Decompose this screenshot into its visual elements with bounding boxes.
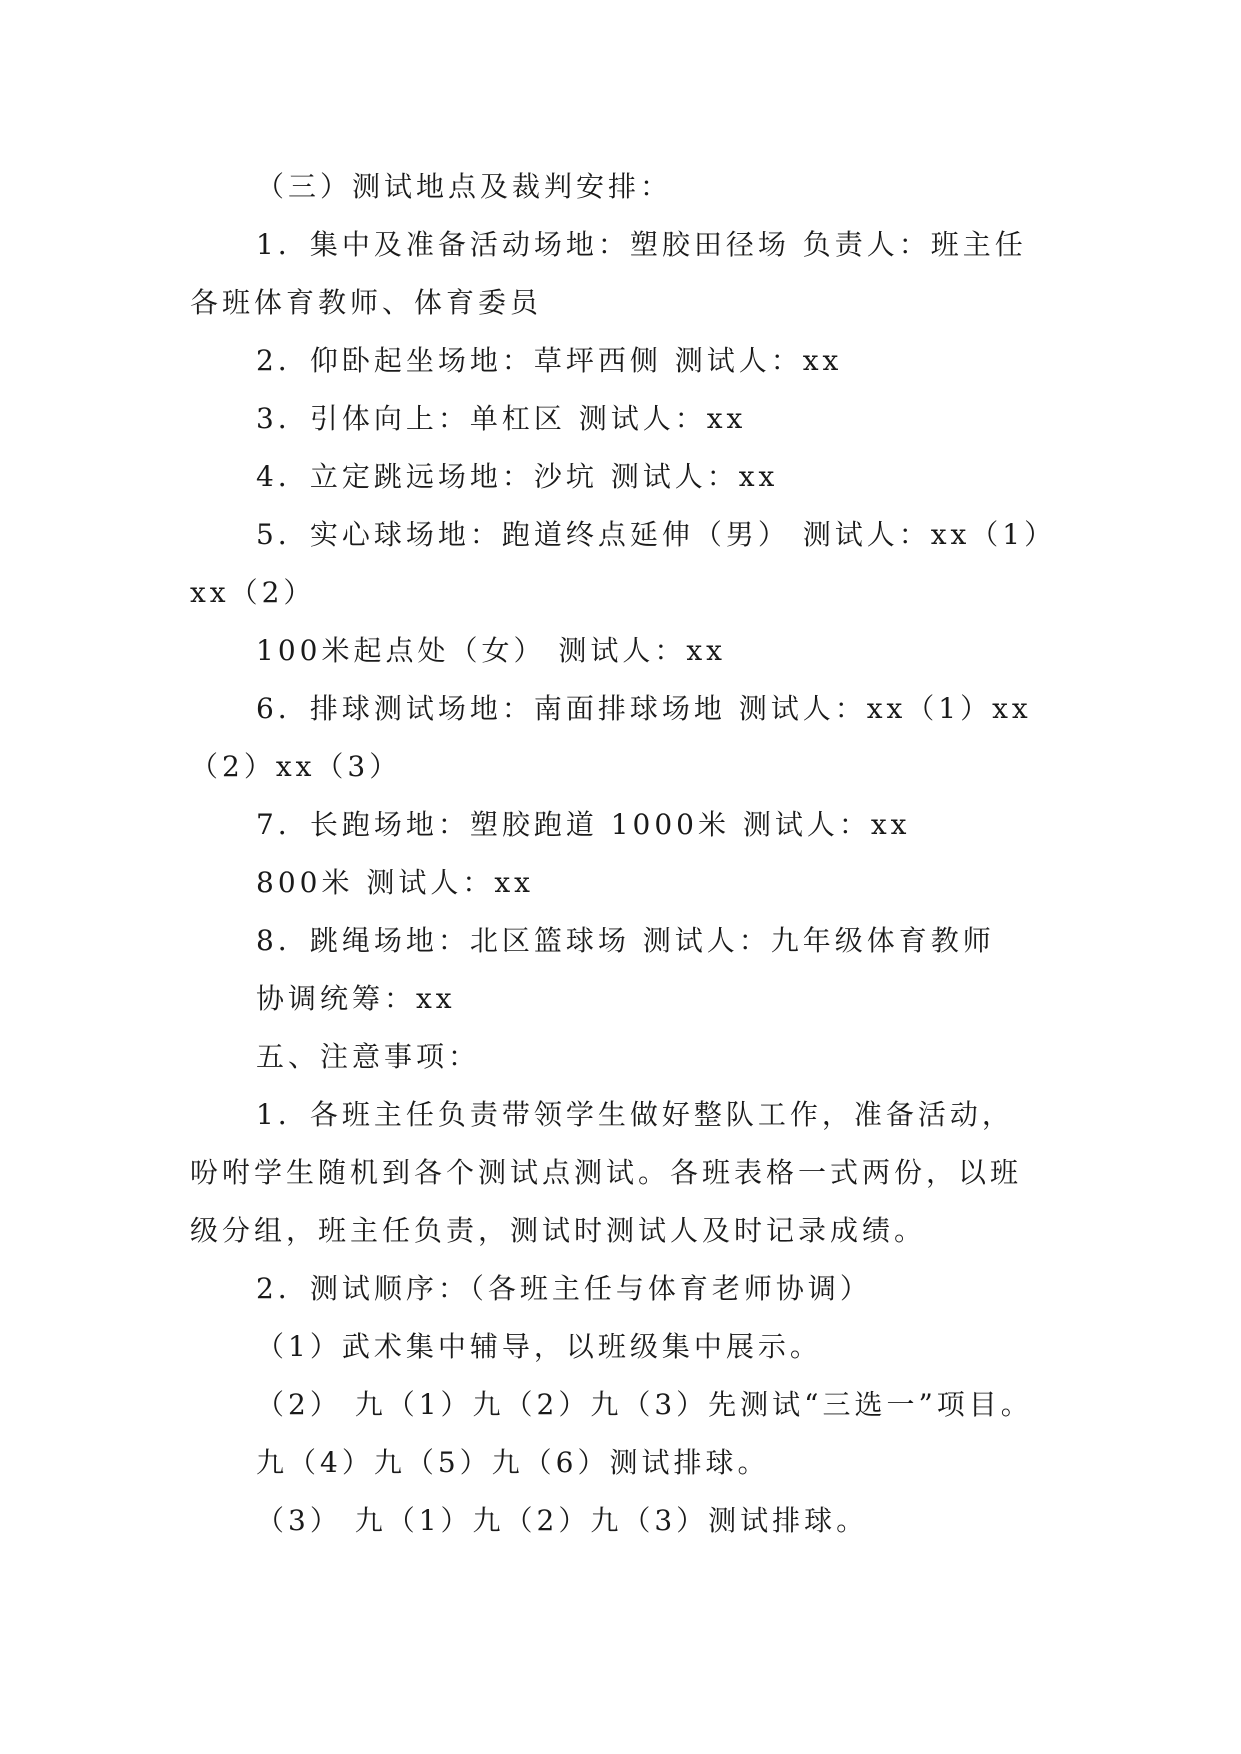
item-5-medicine-ball-venue: 5．实心球场地：跑道终点延伸（男） 测试人：xx（1）: [256, 518, 1057, 551]
item-6-volleyball-venue: 6．排球测试场地：南面排球场地 测试人：xx（1）xx: [256, 692, 1032, 725]
document-body: [190, 158, 1080, 1550]
order-1: （1）武术集中辅导，以班级集中展示。: [256, 1330, 822, 1363]
item-4-long-jump-venue: 4．立定跳远场地：沙坑 测试人：xx: [256, 460, 779, 493]
item-2-situps-venue: 2．仰卧起坐场地：草坪西侧 测试人：xx: [256, 344, 843, 377]
item-1-continuation: 各班体育教师、体育委员: [190, 286, 543, 319]
item-7-800m: 800米 测试人：xx: [256, 866, 534, 899]
item-1-gathering-venue: 1．集中及准备活动场地：塑胶田径场 负责人：班主任: [256, 228, 1027, 261]
note-1-line-2: 吩咐学生随机到各个测试点测试。各班表格一式两份，以班: [190, 1156, 1023, 1189]
heading-notes: 五、注意事项：: [256, 1040, 481, 1073]
note-2-test-order: 2．测试顺序：（各班主任与体育老师协调）: [256, 1272, 872, 1305]
heading-test-location-referees: （三）测试地点及裁判安排：: [256, 170, 673, 203]
order-2: （2） 九（1）九（2）九（3）先测试“三选一”项目。: [256, 1388, 1033, 1421]
item-3-pullups-venue: 3．引体向上：单杠区 测试人：xx: [256, 402, 747, 435]
item-5-continuation: xx（2）: [190, 576, 316, 609]
item-7-long-run-venue: 7．长跑场地：塑胶跑道 1000米 测试人：xx: [256, 808, 911, 841]
note-1-line-3: 级分组，班主任负责，测试时测试人及时记录成绩。: [190, 1214, 927, 1247]
item-8-jump-rope-venue: 8．跳绳场地：北区篮球场 测试人：九年级体育教师: [256, 924, 995, 957]
item-6-continuation: （2）xx（3）: [190, 750, 402, 783]
order-2-continuation: 九（4）九（5）九（6）测试排球。: [256, 1446, 770, 1479]
note-1-line-1: 1．各班主任负责带领学生做好整队工作，准备活动，: [256, 1098, 1014, 1131]
item-5-female-venue: 100米起点处（女） 测试人：xx: [256, 634, 726, 667]
coordination: 协调统筹：xx: [256, 982, 456, 1015]
order-3: （3） 九（1）九（2）九（3）测试排球。: [256, 1504, 869, 1537]
